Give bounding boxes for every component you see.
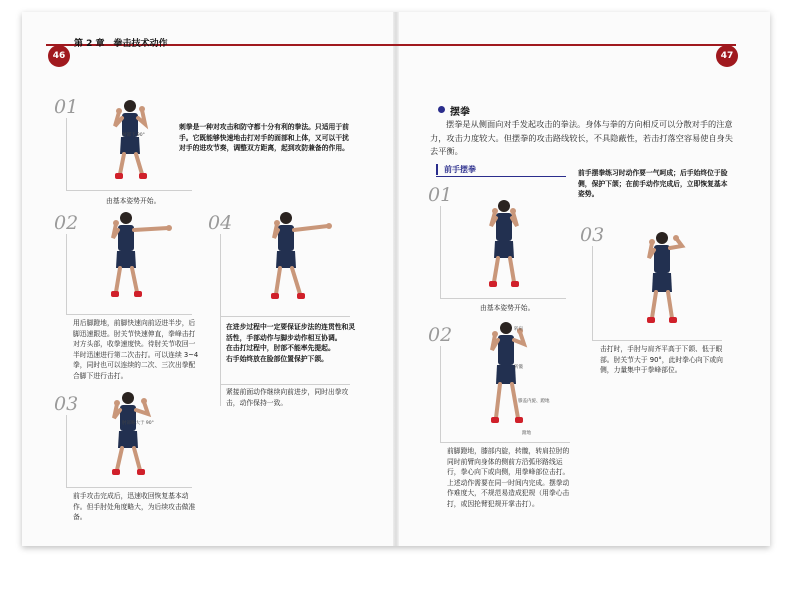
left-step-03-line <box>66 415 67 487</box>
left-step-04-rule <box>220 316 350 317</box>
boxer-figure-recover <box>104 388 160 484</box>
left-step-01-rule <box>66 190 192 191</box>
left-step-02-description: 用后脚蹬地，前脚快速向前迈进半步，后脚迅速跟进。肘关节快速伸直，拳峰击打对方头部，收拳速度快。待肘关节收回一半时迅速进行第二次击打。可以连续 3~4 拳，同时也可以连续的二次、三次出拳配合脚下进行击打。 <box>73 319 199 380</box>
left-page-number: 46 <box>48 45 70 67</box>
left-step-01-line <box>66 118 67 190</box>
right-step-03-number: 03 <box>580 224 605 246</box>
right-step-02-number: 02 <box>428 324 453 346</box>
book-spine <box>393 12 399 546</box>
annotation-hip: 转髋 <box>514 365 523 370</box>
left-step-02-line <box>66 234 67 314</box>
right-step-03-rule <box>592 340 722 341</box>
right-step-02-line <box>440 346 441 442</box>
section-bullet-icon <box>438 106 445 113</box>
left-step-04-number: 04 <box>208 212 233 234</box>
right-step-01-line <box>440 206 441 298</box>
left-step-02-number: 02 <box>54 212 79 234</box>
left-step-01-caption: 由基本姿势开始。 <box>106 197 161 205</box>
left-step-01-description: 刺拳是一种对攻击和防守都十分有利的拳法。只适用于前手。它既能够快速地击打对手的面部和上体，又可以干扰对手的进攻节奏，调整双方距离，起到攻防兼备的作用。 <box>179 123 349 153</box>
right-step-02-rule <box>440 442 570 443</box>
section-title: 摆拳 <box>450 107 470 118</box>
left-step-01-number: 01 <box>54 96 79 118</box>
subsection-title: 前手摆拳 <box>436 164 476 175</box>
right-step-03-line <box>592 246 593 340</box>
left-step-03-angle-note: 肘部略大于 90° <box>122 421 154 426</box>
left-step-03-rule <box>66 487 192 488</box>
boxer-figure-hook <box>636 228 692 332</box>
left-step-04-line <box>220 234 221 406</box>
boxer-figure-jab <box>104 208 174 308</box>
right-page-number: 47 <box>716 45 738 67</box>
boxer-figure-hook-rotation <box>482 318 536 434</box>
boxer-figure-step-jab <box>266 208 336 308</box>
annotation-push-off: 蹬地 <box>522 431 531 436</box>
left-step-03-description: 前手攻击完成后，迅速收回恢复基本动作。但手肘处角度略大，为后续攻击做准备。 <box>73 492 196 522</box>
chapter-title: 第 2 章 拳击技术动作 <box>74 39 168 49</box>
left-step-02-rule <box>66 314 192 315</box>
annotation-shoulder: 转肩 <box>514 327 523 332</box>
right-step-03-description: 击打时，手肘与肩齐平高于下颌、低于眼部。肘关节大于 90°，此时拳心向下或向侧，力量集中于拳峰部位。 <box>600 345 723 375</box>
right-step-01-number: 01 <box>428 184 453 206</box>
boxer-figure-hook-guard <box>480 196 528 294</box>
left-step-04-note: 紧接前面动作继续向前进步，同时出拳攻击，动作保持一致。 <box>226 388 349 407</box>
right-tip-text: 前手摆拳练习时动作要一气呵成；后手始终位于脸侧，保护下颌；在前手动作完成后，立即恢复基本姿势。 <box>578 169 728 199</box>
left-step-01-angle-note: 肘部下 90° <box>122 133 145 138</box>
boxer-figure-guard <box>104 96 156 188</box>
right-step-02-description: 前脚蹬地，膝部内旋，转髋，转肩拉肘的同时前臂向身体的侧前方沿弧形路线运行，拳心向下或向侧，用拳峰部位击打。上述动作需要在同一时间内完成。摆拳动作难度大，不规范易造成犯规（用拳心击打，或因抡臂犯规开掌击打）。 <box>447 447 570 508</box>
right-step-01-caption: 由基本姿势开始。 <box>480 304 535 312</box>
section-intro: 摆拳是从侧面向对手发起攻击的拳法。身体与拳的方向相反可以分散对手的注意力，攻击力度较大。但摆拳的攻击路线较长，不具隐蔽性，若击打落空容易使自身失去平衡。 <box>430 119 733 157</box>
right-step-01-rule <box>440 298 566 299</box>
annotation-knee: 膝盖内旋、蹬地 <box>518 399 550 404</box>
left-step-04-description: 在进步过程中一定要保证步法的连贯性和灵活性，手部动作与脚步动作相互协调。 在击打过程中，肘部不能率先提起。 右手始终放在脸部位置保护下颌。 <box>226 323 356 363</box>
left-step-04-rule-2 <box>220 384 350 385</box>
left-step-03-number: 03 <box>54 393 79 415</box>
subsection-rule <box>436 176 566 177</box>
